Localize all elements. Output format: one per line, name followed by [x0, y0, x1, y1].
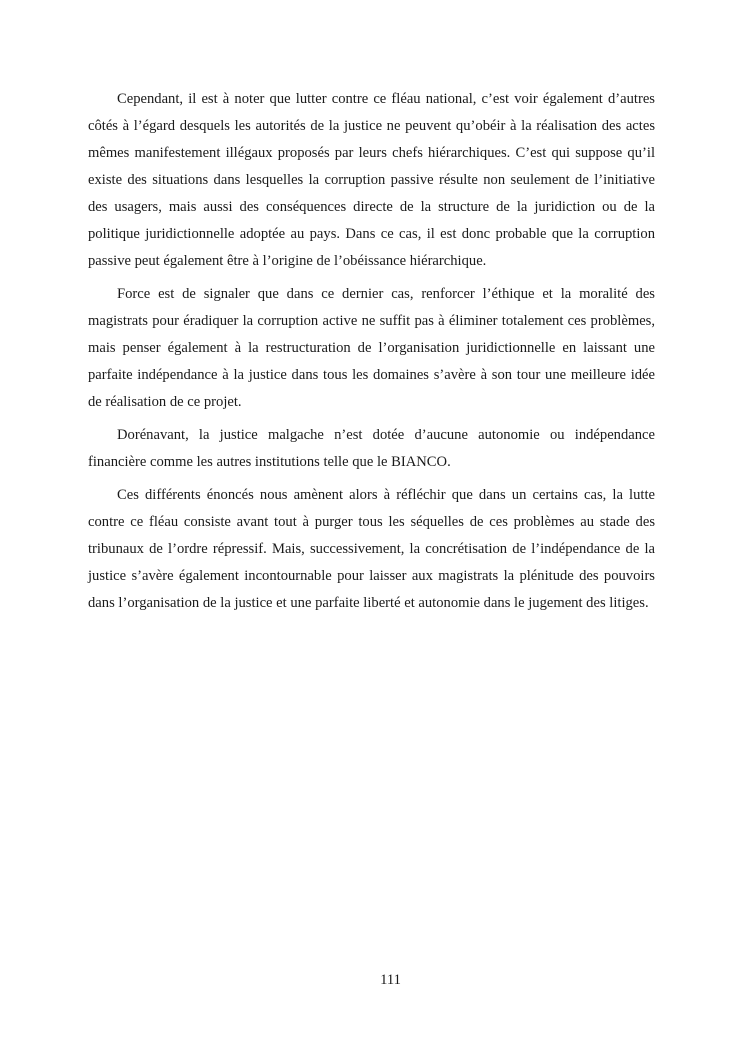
paragraph-2: Force est de signaler que dans ce dernier cas, renforcer l’éthique et la moralité des magistrats pour éradiquer la corruption active ne suffit pas à éliminer totalement ces problèmes, mais penser également à la restructuration de l’organisation juridictionnelle en laissant une parfaite indépendance à la justice dans tous les domaines s’avère à son tour une meilleure idée de réalisation de ce projet. [88, 286, 655, 410]
paragraph-1: Cependant, il est à noter que lutter contre ce fléau national, c’est voir également d’autres côtés à l’égard desquels les autorités de la justice ne peuvent qu’obéir à la réalisation des actes mêmes manifestement illégaux proposés par leurs chefs hiérarchiques. C’est qui suppose qu’il existe des situations dans lesquelles la corruption passive résulte non seulement de l’initiative des usagers, mais aussi des conséquences directe de la structure de la juridiction ou de la politique juridictionnelle adoptée au pays. Dans ce cas, il est donc probable que la corruption passive peut également être à l’origine de l’obéissance hiérarchique. [88, 91, 655, 269]
paragraph-3: Dorénavant, la justice malgache n’est dotée d’aucune autonomie ou indépendance financière comme les autres institutions telle que le BIANCO. [88, 427, 655, 470]
body-text [88, 86, 655, 623]
paragraph-4: Ces différents énoncés nous amènent alors à réfléchir que dans un certains cas, la lutte contre ce fléau consiste avant tout à purger tous les séquelles de ces problèmes au stade des tribunaux de l’ordre répressif. Mais, successivement, la concrétisation de l’indépendance de la justice s’avère également incontournable pour laisser aux magistrats la plénitude des pouvoirs dans l’organisation de la justice et une parfaite liberté et autonomie dans le jugement des litiges. [88, 487, 655, 611]
page-number-footer [0, 972, 745, 989]
page-number: 111 [380, 972, 401, 988]
